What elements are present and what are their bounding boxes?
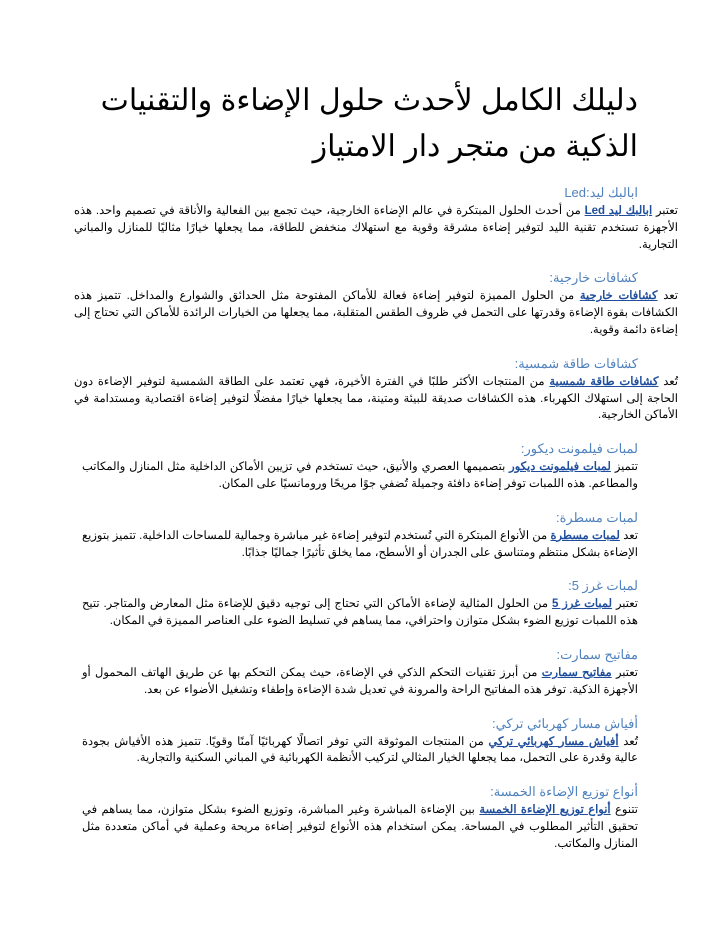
product-link-gu5-bulbs[interactable]: لمبات غرز 5 [551,598,613,611]
section-heading: أنواع توزيع الإضاءة الخمسة: [490,784,638,800]
section-paragraph [82,528,638,562]
section-led-wall-lights [74,184,678,253]
product-link-solar-floodlights[interactable]: كشافات طاقة شمسية [549,375,659,388]
section-paragraph [74,288,678,338]
product-link-smart-switches[interactable]: مفاتيح سمارت [541,666,612,679]
paragraph-text: بين الإضاءة المباشرة وغير المباشرة، وتوزيع الضوء بشكل متوازن، مما يساهم في تحقيق التأثير المطلوب في المساحة. يمكن استخدام هذه الأنواع لتوفير إضاءة مريحة وعملية في أماكن متعددة مثل المنازل والمكاتب. [82,804,638,850]
product-link-lighting-distribution-types[interactable]: أنواع توزيع الإضاءة الخمسة [479,804,611,817]
document-page [74,78,678,869]
section-heading: لمبات فيلمونت ديكور: [520,441,638,457]
product-link-turkish-sockets[interactable]: أفياش مسار كهربائي تركي [488,735,619,748]
paragraph-text: من أبرز تقنيات التحكم الذكي في الإضاءة، حيث يمكن التحكم بها عن طريق الهاتف المحمول أو الأجهزة الذكية. توفر هذه المفاتيح الراحة والمرونة في تعديل شدة الإضاءة وإطفاء وتشغيل الأضواء عن بعد. [82,666,638,696]
paragraph-text: تعتبر [611,666,638,679]
paragraph-text: بتصميمها العصري والأنيق، حيث تستخدم في تزيين الأماكن الداخلية مثل المنازل والمكاتب والمطاعم. هذه اللمبات توفر إضاءة دافئة وجميلة تُضفي جوًا مريحًا ورومانسيًا على المكان. [82,461,638,490]
section-paragraph [82,802,638,852]
paragraph-text: من المنتجات الموثوقة التي توفر اتصالًا كهربائيًا آمنًا وقويًا. تتميز هذه الأفياش بجودة عالية وقدرة على التحمل، مما يجعلها الخيار المثالي لتركيب الأنظمة الكهربائية في المباني السكنية والتجارية. [82,735,638,765]
paragraph-text: من الحلول المميزة لتوفير إضاءة فعالة للأماكن المفتوحة مثل الحدائق والشوارع والمداخل. تتميز هذه الكشافات بقوة الإضاءة وقدرتها على التحمل في ظروف الطقس المتقلبة، مما يجعلها من الخيارات الرائدة للأماكن التي تحتاج إلى إضاءة دائمة وقوية. [74,290,678,336]
paragraph-text: تعد [657,290,678,303]
section-paragraph [74,374,678,424]
section-paragraph [82,734,638,768]
product-link-led-wall-lights[interactable]: ابالبك ليد Led [584,205,653,217]
section-heading: كشافات خارجية: [549,270,638,286]
paragraph-text: من أحدث الحلول المبتكرة في عالم الإضاءة الخارجية، حيث تجمع بين الفعالية والأناقة في تصميم واحد. هذه الأجهزة تستخدم تقنية الليد لتوفير إضاءة مشرقة وقوية مع استهلاك منخفض للطاقة، مما يجعلها خيارًا مثاليًا للمنازل والمباني التجارية. [74,205,678,251]
paragraph-text: تعد [619,529,638,542]
section-linear-lamps [82,509,638,562]
paragraph-text: تعتبر [612,598,638,611]
section-filament-decor-bulbs [82,440,638,493]
section-heading: لمبات مسطرة: [555,509,638,525]
product-link-linear-lamps[interactable]: لمبات مسطرة [550,529,620,542]
section-lighting-distribution-types [82,783,638,852]
section-paragraph [82,665,638,699]
section-paragraph [82,596,638,630]
section-heading: لمبات غرز 5: [568,578,638,594]
paragraph-text: من الحلول المثالية لإضاءة الأماكن التي تحتاج إلى توجيه دقيق للإضاءة مثل المعارض والمتاجر. تتيح هذه اللمبات توزيع الضوء بشكل متوازن واحترافي، مما يساهم في تسليط الضوء على العناصر المميزة في المكان. [82,598,638,628]
product-link-filament-decor-bulbs[interactable]: لمبات فيلمونت ديكور [509,461,611,474]
section-heading: كشافات طاقة شمسية: [514,355,638,371]
section-paragraph [82,459,638,493]
paragraph-text: تعتبر [652,205,678,217]
paragraph-text: تتنوع [610,804,639,817]
section-paragraph [74,203,678,253]
section-smart-switches [82,646,638,699]
paragraph-text: تتميز [610,461,638,474]
section-turkish-sockets [82,715,638,768]
page-title: دليلك الكامل لأحدث حلول الإضاءة والتقنيات الذكية من متجر دار الامتياز [100,84,638,163]
paragraph-text: من الأنواع المبتكرة التي تُستخدم لتوفير إضاءة غير مباشرة وجمالية للمساحات الداخلية. تتميز بتوزيع الإضاءة بشكل منتظم ومتناسق على الجدران أو الأسطح، مما يخلق تأثيرًا جماليًا جذابًا. [82,529,638,559]
section-solar-floodlights [74,355,678,424]
paragraph-text: تُعد [658,375,678,388]
section-gu5-bulbs [82,577,638,630]
paragraph-text: من المنتجات الأكثر طلبًا في الفترة الأخيرة، فهي تعتمد على الطاقة الشمسية لتوفير الإضاءة دون الحاجة إلى استهلاك الكهرباء. هذه الكشافات صديقة للبيئة ومتينة، مما يجعلها خيارًا مفضلًا لتوفير إضاءة اقتصادية ومستدامة في الأماكن الخارجية. [74,375,678,422]
section-heading: أفياش مسار كهربائي تركي: [491,715,638,731]
product-link-outdoor-floodlights[interactable]: كشافات خارجية [579,290,658,303]
paragraph-text: تُعد [618,735,638,748]
section-outdoor-floodlights [74,269,678,338]
section-heading: ابالبك ليد:Led [564,185,638,200]
section-heading: مفاتيح سمارت: [556,646,638,662]
